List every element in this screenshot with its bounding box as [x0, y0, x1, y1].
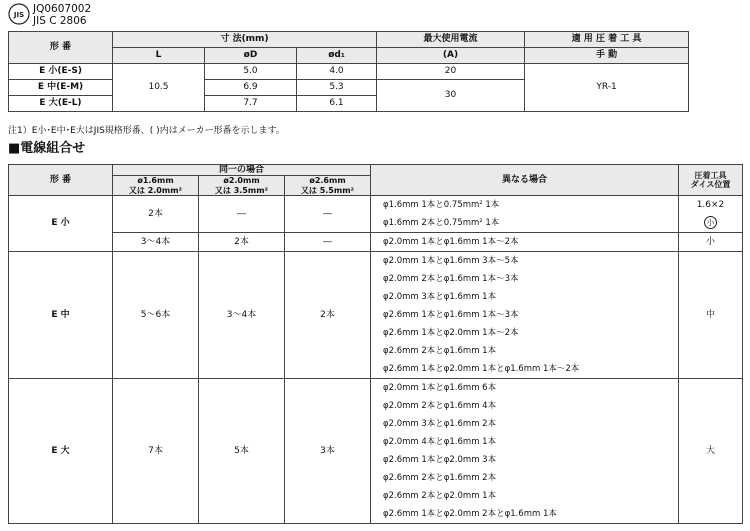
wire-combination-table — [8, 164, 743, 524]
large-c3: 3本 — [285, 378, 371, 523]
jis-standard: JIS C 2806 — [33, 15, 87, 27]
small-r2-c1: 3～4本 — [113, 232, 199, 251]
D-small: 5.0 — [205, 64, 297, 80]
large-die: 大 — [679, 378, 743, 523]
diff-line: φ2.6mm 1本とφ1.6mm 1本～3本 — [383, 309, 519, 320]
header-D: øD — [205, 48, 297, 64]
header-die-line1: 圧着工具 — [694, 170, 727, 180]
header-c3-line1: ø2.6mm — [309, 176, 346, 186]
type-small: E 小(E-S) — [9, 64, 113, 80]
diff-line: φ2.6mm 2本とφ1.6mm 2本 — [383, 472, 497, 483]
header-tool: 適 用 圧 着 工 具 — [525, 32, 689, 48]
svg-text:JIS: JIS — [13, 11, 25, 19]
die-size: 1.6×2 — [696, 199, 725, 210]
diff-line: φ2.6mm 1本とφ2.0mm 1本とφ1.6mm 1本～2本 — [383, 363, 580, 374]
diff-line: φ2.6mm 2本とφ2.0mm 1本 — [383, 490, 497, 501]
tool-value: YR-1 — [525, 64, 689, 112]
diff-line: φ2.6mm 2本とφ1.6mm 1本 — [383, 345, 497, 356]
medium-c1: 5～6本 — [113, 251, 199, 378]
diff-line: φ2.6mm 1本とφ2.0mm 3本 — [383, 454, 497, 465]
section-title: ■電線組合せ — [8, 141, 86, 156]
small-r2-c3: ― — [285, 232, 371, 251]
note-text: 注1）E小･E中･E大はJIS規格形番、( )内はメーカー形番を示します。 — [8, 126, 285, 136]
small-r1-c3: ― — [285, 195, 371, 232]
document-codes — [33, 3, 91, 27]
medium-diff — [371, 251, 679, 378]
header-different: 異なる場合 — [371, 165, 679, 196]
d1-small: 4.0 — [297, 64, 377, 80]
medium-c3: 2本 — [285, 251, 371, 378]
diff-line: φ2.6mm 1本とφ2.0mm 1本～2本 — [383, 327, 519, 338]
type-medium: E 中(E-M) — [9, 80, 113, 96]
header-c3 — [285, 176, 371, 195]
D-large: 7.7 — [205, 96, 297, 112]
header-max-current: 最大使用電流 — [377, 32, 525, 48]
header-current-unit: (A) — [377, 48, 525, 64]
type-e-small: E 小 — [9, 195, 113, 251]
small-r2-die: 小 — [679, 232, 743, 251]
diff-line: φ2.0mm 1本とφ1.6mm 3本～5本 — [383, 255, 519, 266]
diff-line: φ1.6mm 1本と0.75mm² 1本 — [383, 199, 500, 210]
small-r2-c2: 2本 — [199, 232, 285, 251]
D-medium: 6.9 — [205, 80, 297, 96]
header-c1 — [113, 176, 199, 195]
diff-line: φ2.6mm 1本とφ2.0mm 2本とφ1.6mm 1本 — [383, 508, 557, 519]
diff-line: φ2.0mm 2本とφ1.6mm 1本～3本 — [383, 273, 519, 284]
small-r1-die — [679, 195, 743, 232]
header-tool-sub: 手 動 — [525, 48, 689, 64]
header-c2-line2: 又は 3.5mm² — [214, 185, 269, 195]
current-medium-large: 30 — [377, 80, 525, 112]
small-r1-c1: 2本 — [113, 195, 199, 232]
header-c2 — [199, 176, 285, 195]
L-value: 10.5 — [113, 64, 205, 112]
die-circle-mark: 小 — [704, 216, 717, 229]
medium-die: 中 — [679, 251, 743, 378]
header-die — [679, 165, 743, 196]
diff-line: φ2.0mm 1本とφ1.6mm 6本 — [383, 382, 497, 393]
header-c3-line2: 又は 5.5mm² — [300, 185, 355, 195]
header-c2-line1: ø2.0mm — [223, 176, 260, 186]
small-r1-diff — [371, 195, 679, 232]
small-r1-c2: ― — [199, 195, 285, 232]
current-small: 20 — [377, 64, 525, 80]
header-c1-line1: ø1.6mm — [137, 176, 174, 186]
jis-mark-icon — [8, 3, 30, 25]
product-code: JQ0607002 — [33, 3, 92, 15]
type-large: E 大(E-L) — [9, 96, 113, 112]
diff-line: φ2.0mm 4本とφ1.6mm 1本 — [383, 436, 497, 447]
header-dimensions: 寸 法(mm) — [113, 32, 377, 48]
medium-c2: 3～4本 — [199, 251, 285, 378]
header-die-line2: ダイス位置 — [690, 179, 731, 189]
header-d1: ød₁ — [297, 48, 377, 64]
small-r2-diff: φ2.0mm 1本とφ1.6mm 1本～2本 — [371, 232, 679, 251]
header-c1-line2: 又は 2.0mm² — [128, 185, 183, 195]
large-c2: 5本 — [199, 378, 285, 523]
header-L: L — [113, 48, 205, 64]
d1-large: 6.1 — [297, 96, 377, 112]
dimensions-table — [8, 31, 689, 112]
diff-line: φ1.6mm 2本と0.75mm² 1本 — [383, 217, 500, 228]
diff-line: φ2.0mm 3本とφ1.6mm 1本 — [383, 291, 497, 302]
type-e-medium: E 中 — [9, 251, 113, 378]
d1-medium: 5.3 — [297, 80, 377, 96]
large-c1: 7本 — [113, 378, 199, 523]
large-diff — [371, 378, 679, 523]
diff-line: φ2.0mm 2本とφ1.6mm 4本 — [383, 400, 497, 411]
type-e-large: E 大 — [9, 378, 113, 523]
diff-line: φ2.0mm 3本とφ1.6mm 2本 — [383, 418, 497, 429]
header-same: 同一の場合 — [113, 165, 371, 176]
header-type: 形 番 — [9, 32, 113, 64]
header-type2: 形 番 — [9, 165, 113, 196]
